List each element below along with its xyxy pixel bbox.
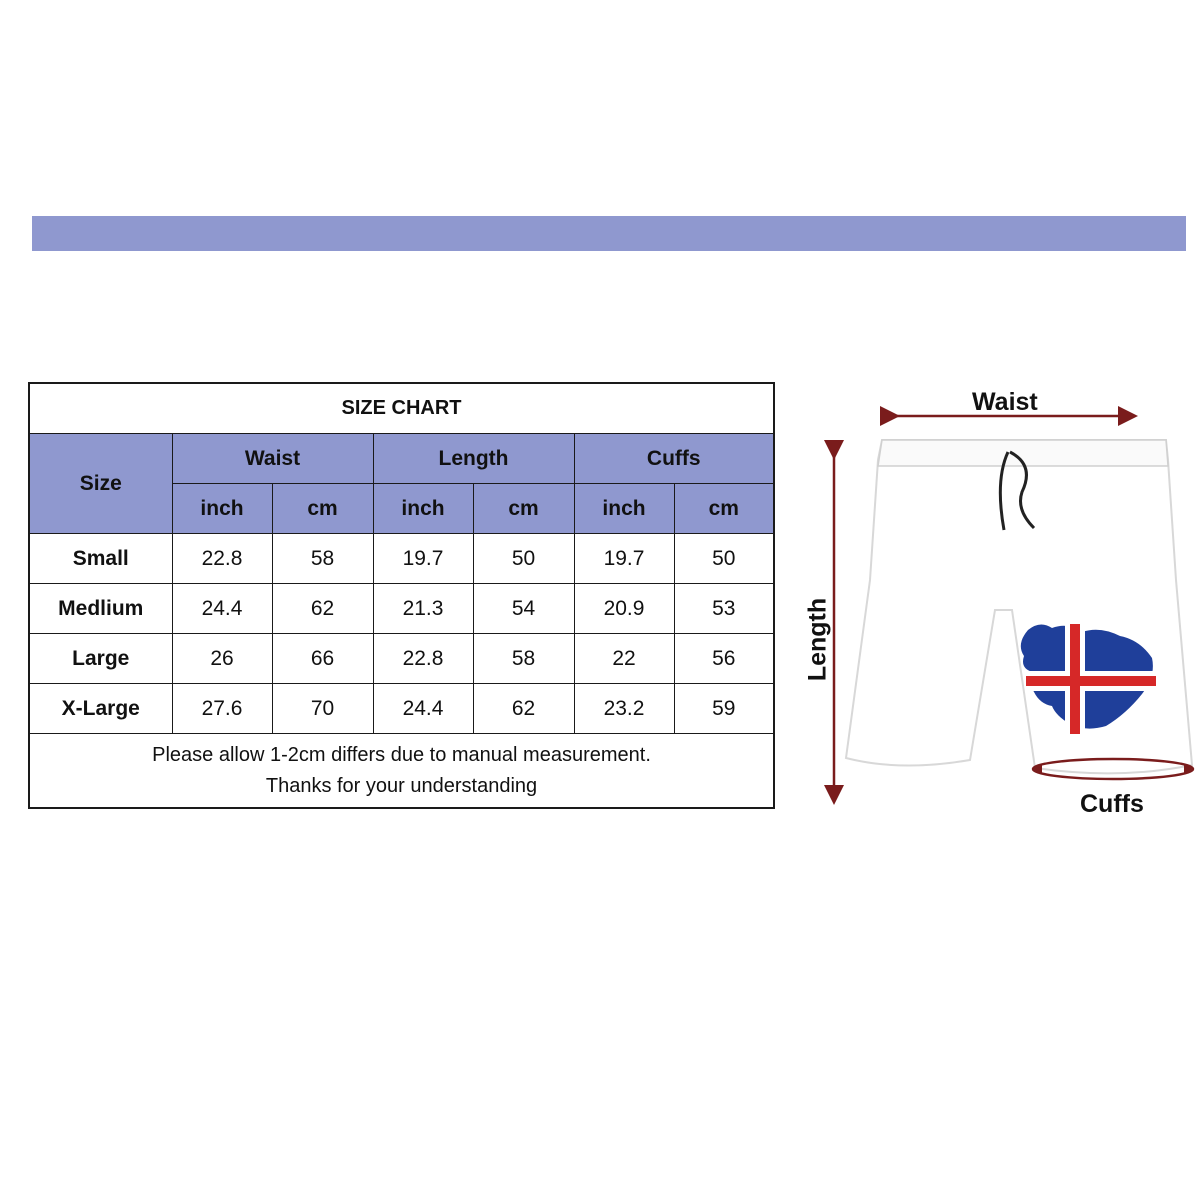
unit-header: cm	[674, 484, 774, 534]
size-label: Medlium	[29, 584, 172, 634]
note-line-2: Thanks for your understanding	[265, 774, 538, 797]
table-cell: 26	[172, 634, 272, 684]
unit-header: inch	[172, 484, 272, 534]
measurement-note	[29, 734, 774, 809]
table-row	[29, 684, 774, 734]
cuffs-label: Cuffs	[1080, 790, 1144, 818]
table-cell: 56	[674, 634, 774, 684]
unit-header: inch	[373, 484, 473, 534]
table-cell: 50	[674, 534, 774, 584]
table-cell: 27.6	[172, 684, 272, 734]
shorts-body	[846, 440, 1192, 773]
table-cell: 70	[272, 684, 373, 734]
table-cell: 66	[272, 634, 373, 684]
size-header: Size	[29, 434, 172, 534]
unit-header: cm	[272, 484, 373, 534]
table-cell: 19.7	[574, 534, 674, 584]
table-cell: 24.4	[172, 584, 272, 634]
top-decor-band	[32, 216, 1186, 251]
table-cell: 24.4	[373, 684, 473, 734]
table-cell: 53	[674, 584, 774, 634]
note-line-1: Please allow 1-2cm differs due to manual measurement.	[152, 743, 651, 766]
unit-header: inch	[574, 484, 674, 534]
table-cell: 19.7	[373, 534, 473, 584]
table-cell: 22	[574, 634, 674, 684]
table-cell: 54	[473, 584, 574, 634]
table-row	[29, 634, 774, 684]
group-header-length: Length	[373, 434, 574, 484]
waist-label: Waist	[972, 388, 1038, 416]
shorts-diagram	[790, 380, 1200, 820]
table-cell: 50	[473, 534, 574, 584]
unit-header: cm	[473, 484, 574, 534]
table-cell: 22.8	[172, 534, 272, 584]
size-chart-table	[28, 382, 775, 809]
size-label: X-Large	[29, 684, 172, 734]
table-cell: 59	[674, 684, 774, 734]
group-header-cuffs: Cuffs	[574, 434, 774, 484]
shorts-illustration	[790, 380, 1200, 820]
table-cell: 23.2	[574, 684, 674, 734]
table-row	[29, 534, 774, 584]
size-label: Small	[29, 534, 172, 584]
table-cell: 58	[272, 534, 373, 584]
size-label: Large	[29, 634, 172, 684]
table-cell: 62	[473, 684, 574, 734]
table-cell: 20.9	[574, 584, 674, 634]
group-header-waist: Waist	[172, 434, 373, 484]
chart-title: SIZE CHART	[29, 383, 774, 434]
table-cell: 62	[272, 584, 373, 634]
table-cell: 21.3	[373, 584, 473, 634]
table-row	[29, 584, 774, 634]
length-label: Length	[803, 597, 832, 682]
table-cell: 58	[473, 634, 574, 684]
table-cell: 22.8	[373, 634, 473, 684]
